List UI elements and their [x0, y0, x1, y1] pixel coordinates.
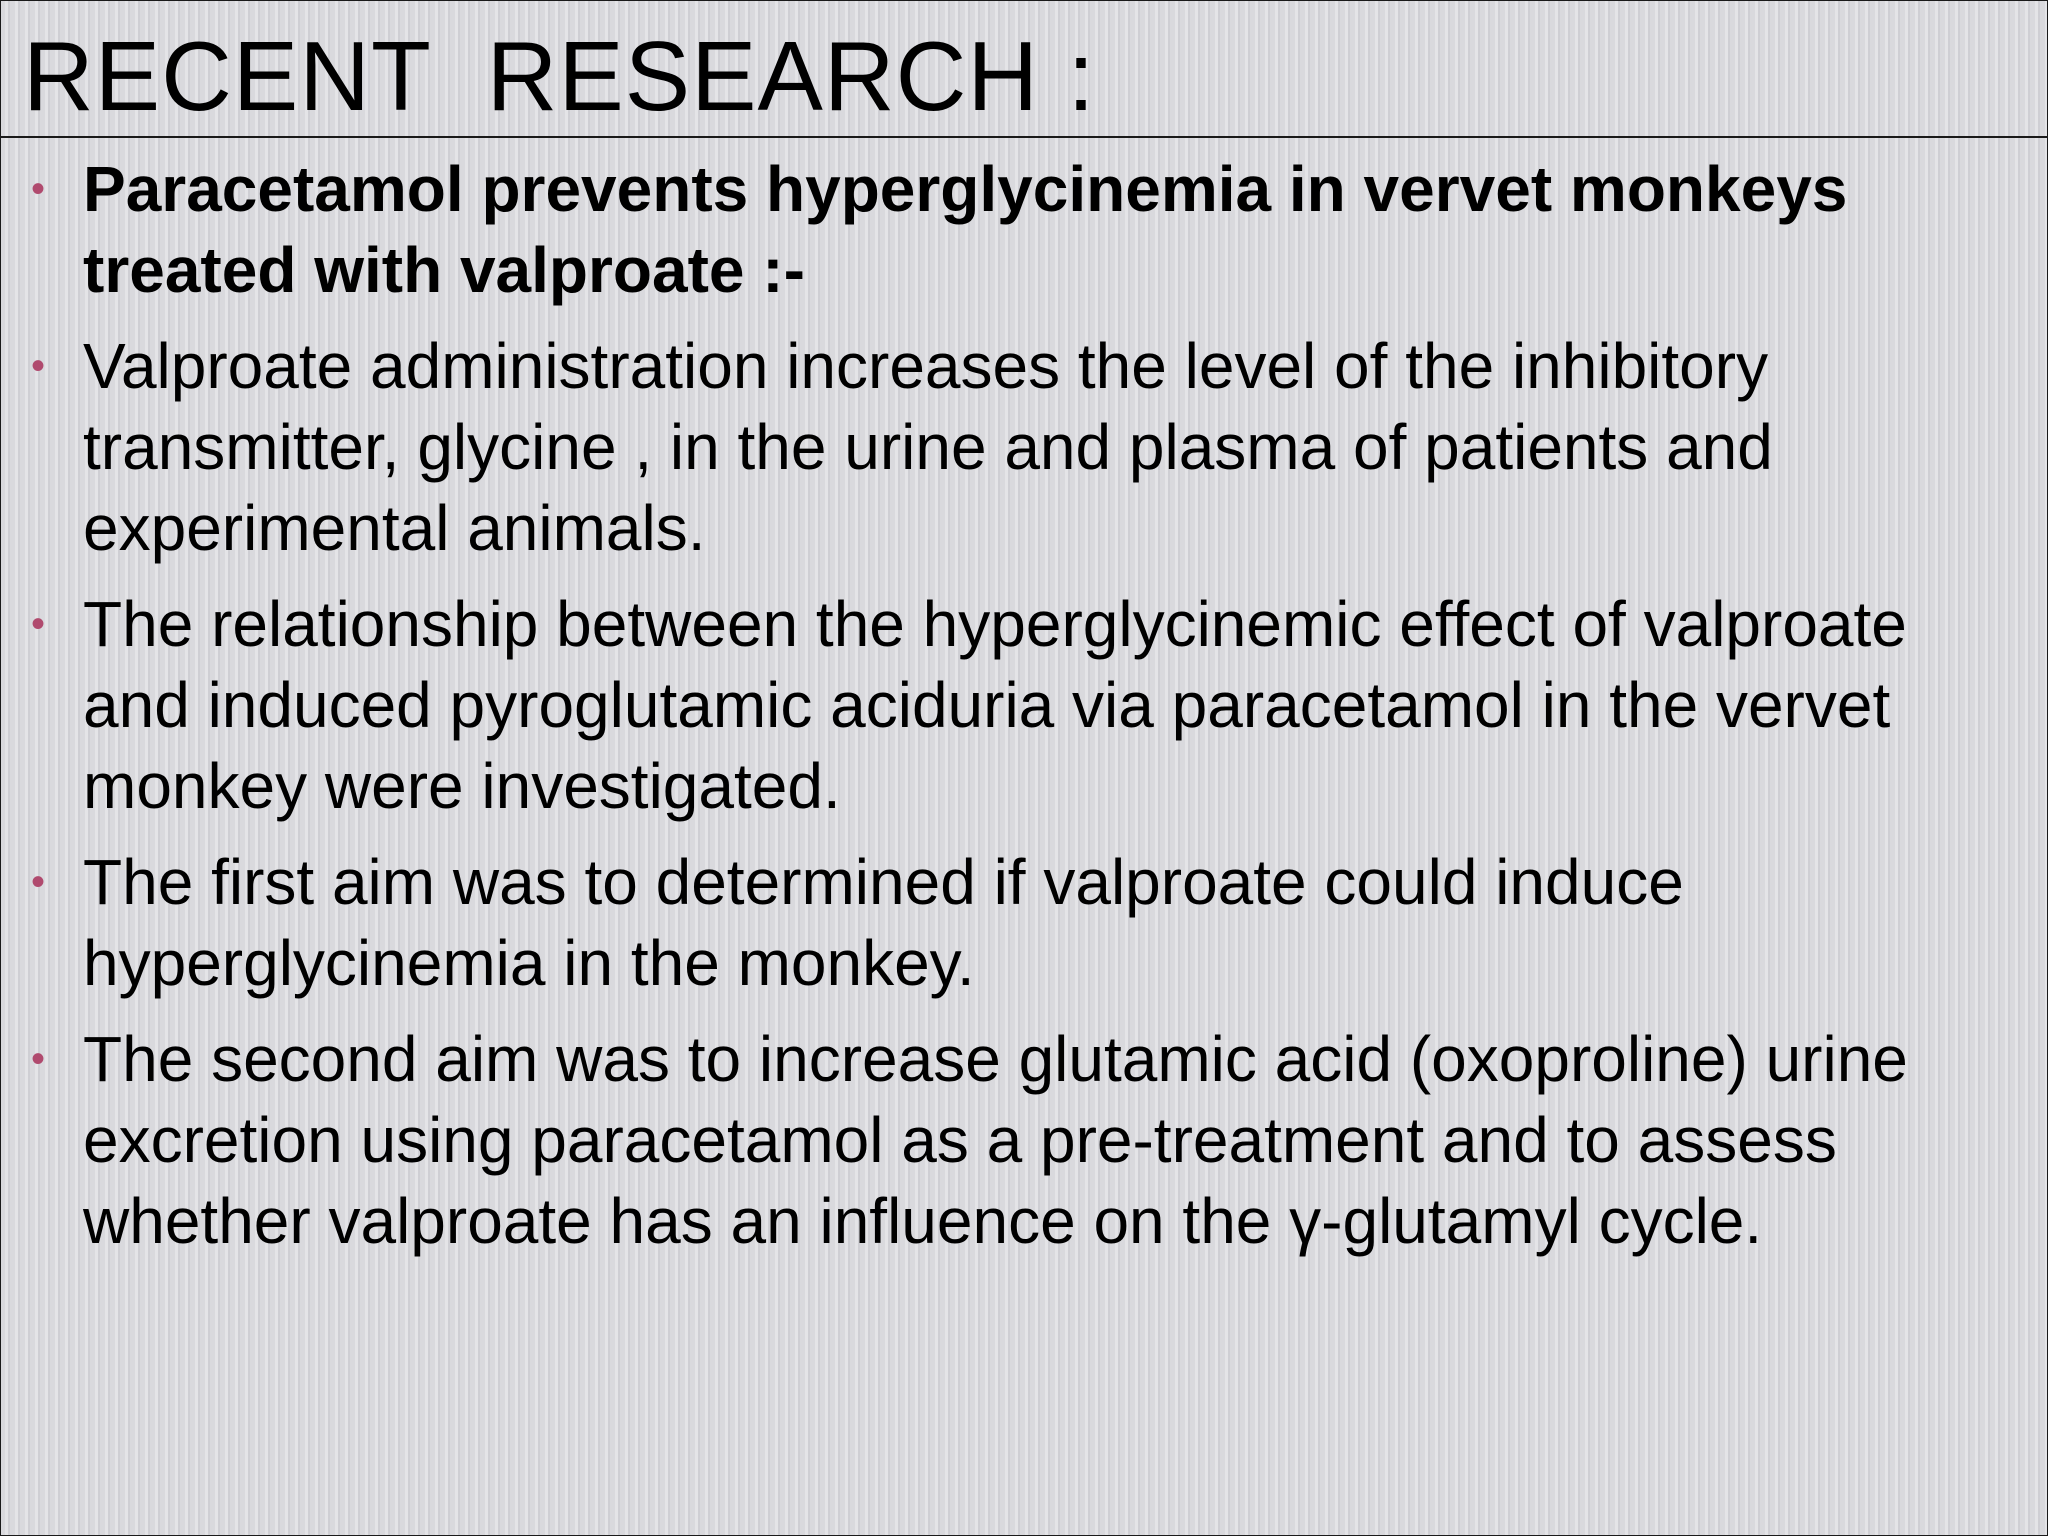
- bullet-list: [1, 149, 2047, 1277]
- bullet-text: The relationship between the hyperglycinemic effect of valproate and induced pyroglutamic aciduria via paracetamol in the vervet monkey were investigated.: [83, 588, 1907, 822]
- bullet-dot-icon: •: [31, 344, 46, 388]
- bullet-item: [1, 1019, 2047, 1262]
- bullet-item: [1, 326, 2047, 569]
- bullet-dot-icon: •: [31, 602, 46, 646]
- bullet-item-heading: [1, 149, 2047, 311]
- bullet-text: The first aim was to determined if valproate could induce hyperglycinemia in the monkey.: [83, 846, 1684, 999]
- bullet-text: Paracetamol prevents hyperglycinemia in vervet monkeys treated with valproate :-: [83, 153, 1848, 306]
- bullet-dot-icon: •: [31, 1037, 46, 1081]
- bullet-dot-icon: •: [31, 167, 46, 211]
- title-bar: [1, 1, 2047, 138]
- bullet-item: [1, 584, 2047, 827]
- slide-title: RECENT RESEARCH :: [23, 21, 1096, 131]
- bullet-item: [1, 842, 2047, 1004]
- bullet-dot-icon: •: [31, 860, 46, 904]
- bullet-text: Valproate administration increases the level of the inhibitory transmitter, glycine , in the urine and plasma of patients and experimental animals.: [83, 330, 1773, 564]
- bullet-text: The second aim was to increase glutamic acid (oxoproline) urine excretion using paracetamol as a pre-treatment and to assess whether valproate has an influence on the γ-glutamyl cycle.: [83, 1023, 1908, 1257]
